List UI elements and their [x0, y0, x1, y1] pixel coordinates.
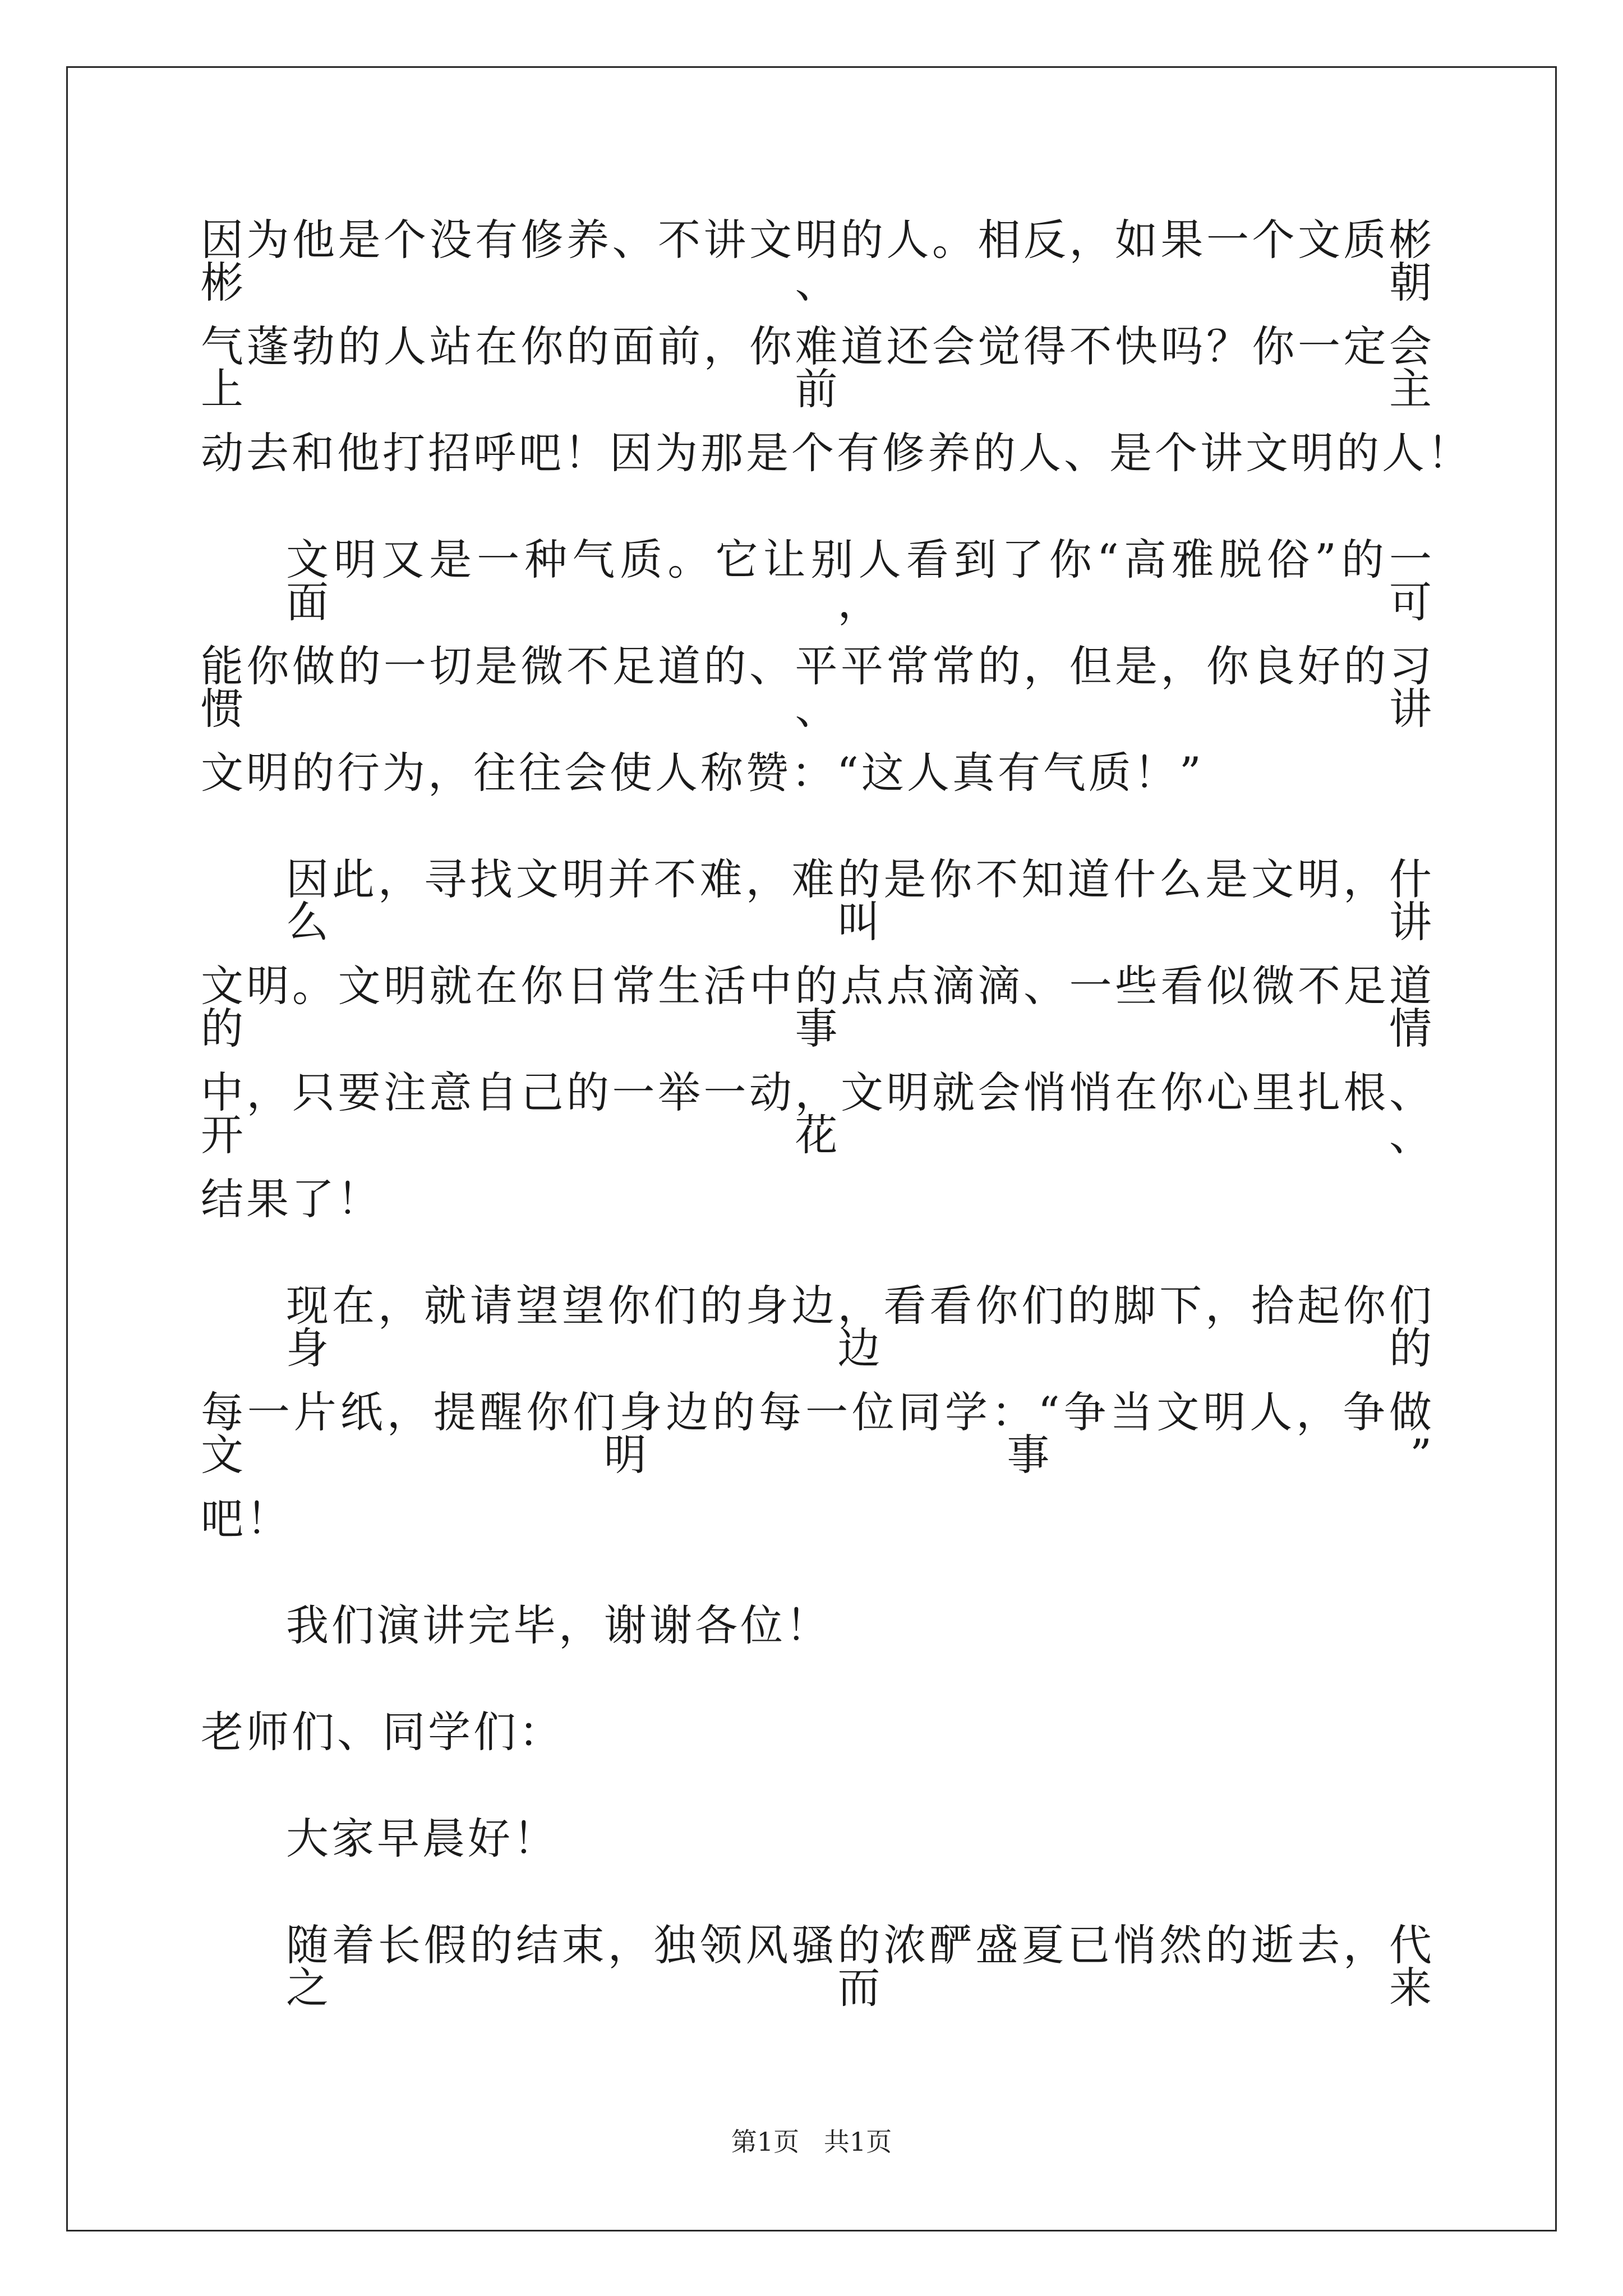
text-line: 文明又是一种气质。它让别人看到了你“高雅脱俗”的一面，可: [286, 535, 1435, 627]
text-line: 能你做的一切是微不足道的、平平常常的，但是，你良好的习惯、讲: [201, 641, 1435, 734]
text-line: 大家早晨好！: [286, 1814, 559, 1864]
text-line: 文明。文明就在你日常生活中的点点滴滴、一些看似微不足道的事情: [201, 961, 1435, 1053]
text-line: 文明的行为，往往会使人称赞：“这人真有气质！”: [201, 748, 1204, 798]
text-line: 动去和他打招呼吧！因为那是个有修养的人、是个讲文明的人！: [201, 428, 1473, 478]
text-line: 随着长假的结束，独领风骚的浓酽盛夏已悄然的逝去，代之而来: [286, 1920, 1435, 2013]
text-line: 因为他是个没有修养、不讲文明的人。相反，如果一个文质彬彬、朝: [201, 215, 1435, 307]
page-footer: 第1页 共1页: [731, 2127, 892, 2157]
text-line: 结果了！: [201, 1174, 382, 1224]
text-line: 老师们、同学们：: [201, 1707, 564, 1757]
text-line: 我们演讲完毕，谢谢各位！: [286, 1600, 831, 1650]
text-line: 中，只要注意自己的一举一动，文明就会悄悄在你心里扎根、开花、: [201, 1068, 1435, 1160]
text-line: 因此，寻找文明并不难，难的是你不知道什么是文明，什么叫讲: [286, 854, 1435, 947]
text-line: 现在，就请望望你们的身边，看看你们的脚下，拾起你们身边的: [286, 1281, 1435, 1373]
text-line: 气蓬勃的人站在你的面前，你难道还会觉得不快吗？你一定会上前主: [201, 321, 1435, 414]
text-line: 每一片纸，提醒你们身边的每一位同学：“争当文明人，争做文明事”: [201, 1387, 1435, 1480]
text-line: 吧！: [201, 1494, 292, 1544]
